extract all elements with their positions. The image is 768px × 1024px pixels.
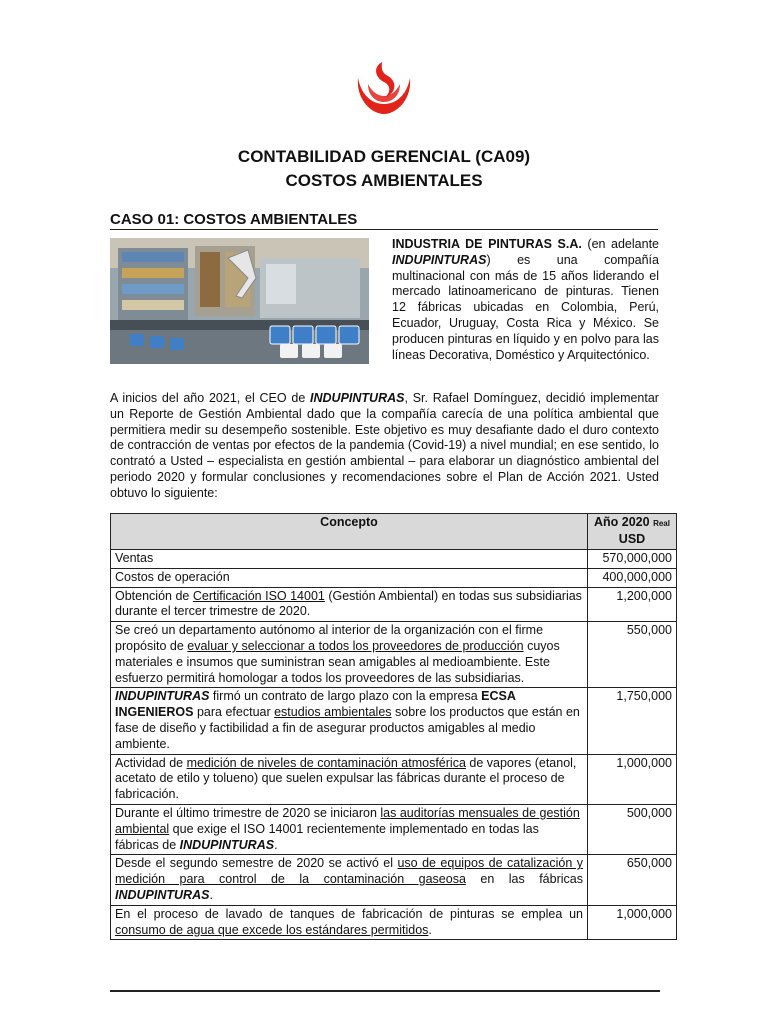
factory-photo (110, 238, 369, 364)
university-logo (352, 60, 416, 116)
table-row: Ventas 570,000,000 (111, 550, 677, 569)
footer-divider (110, 990, 660, 992)
column-header-year: Año 2020 Real USD (588, 514, 677, 550)
document-title: CONTABILIDAD GERENCIAL (CA09) (237, 147, 531, 166)
table-row: Costos de operación 400,000,000 (111, 568, 677, 587)
column-header-concept: Concepto (111, 514, 588, 550)
table-row: Se creó un departamento autónomo al interior de la organización con el firme propósito de evaluar y seleccionar a todos los proveedores de producción cuyos materiales e insumos que suministran sean amigables al medioambiente. Este esfuerzo permitirá homologar a todos los proveedores de las subsidiarias. 550,000 (111, 622, 677, 688)
table-row: Durante el último trimestre de 2020 se iniciaron las auditorías mensuales de gestión ambiental que exige el ISO 14001 recientemente implementado en todas las fábricas de INDUPINTURAS. 500,000 (111, 804, 677, 854)
case-heading: CASO 01: COSTOS AMBIENTALES (110, 211, 658, 230)
intro-paragraph: INDUSTRIA DE PINTURAS S.A. (en adelante INDUPINTURAS) es una compañía multinacional con más de 15 años liderando el mercado latinoamericano de pinturas. Tienen 12 fábricas ubicadas en Colombia, Perú, Ecuador, Uruguay, Costa Rica y México. Se producen pinturas en líquido y en polvo para las líneas Decorativa, Doméstico y Arquitectónico. (392, 237, 659, 362)
table-row: Obtención de Certificación ISO 14001 (Gestión Ambiental) en todas sus subsidiarias durante el tercer trimestre de 2020. 1,200,000 (111, 587, 677, 622)
company-name: INDUSTRIA DE PINTURAS S.A. (392, 237, 582, 251)
context-paragraph: A inicios del año 2021, el CEO de INDUPINTURAS, Sr. Rafael Domínguez, decidió implementar un Reporte de Gestión Ambiental dado que la compañía carecía de una política ambiental que permitiera medir su desempeño sostenible. Este objetivo es muy desafiante dado el duro contexto de contracción de ventas por efectos de la pandemia (Covid-19) a nivel mundial; en ese sentido, lo contrató a Usted – especialista en gestión ambiental – para elaborar un diagnóstico ambiental del periodo 2020 y formular conclusiones y recomendaciones sobre el Plan de Acción 2021. Usted obtuvo lo siguiente: (110, 391, 659, 500)
table-row: En el proceso de lavado de tanques de fabricación de pinturas se emplea un consumo de agua que excede los estándares permitidos. 1,000,000 (111, 905, 677, 940)
table-row: Actividad de medición de niveles de contaminación atmosférica de vapores (etanol, acetato de etilo y tolueno) que suelen expulsar las fábricas durante el proceso de fabricación. 1,000,000 (111, 754, 677, 804)
table-row: Desde el segundo semestre de 2020 se activó el uso de equipos de catalización y medición para control de la contaminación gaseosa en las fábricas INDUPINTURAS. 650,000 (111, 855, 677, 905)
table-row: INDUPINTURAS firmó un contrato de largo plazo con la empresa ECSA INGENIEROS para efectuar estudios ambientales sobre los productos que están en fase de diseño y factibilidad a fin de asegurar productos amigables al medio ambiente. 1,750,000 (111, 688, 677, 754)
table-header-row (111, 514, 677, 550)
company-short-name: INDUPINTURAS (392, 252, 487, 267)
costs-table (110, 513, 677, 940)
document-subtitle: COSTOS AMBIENTALES (285, 171, 483, 190)
